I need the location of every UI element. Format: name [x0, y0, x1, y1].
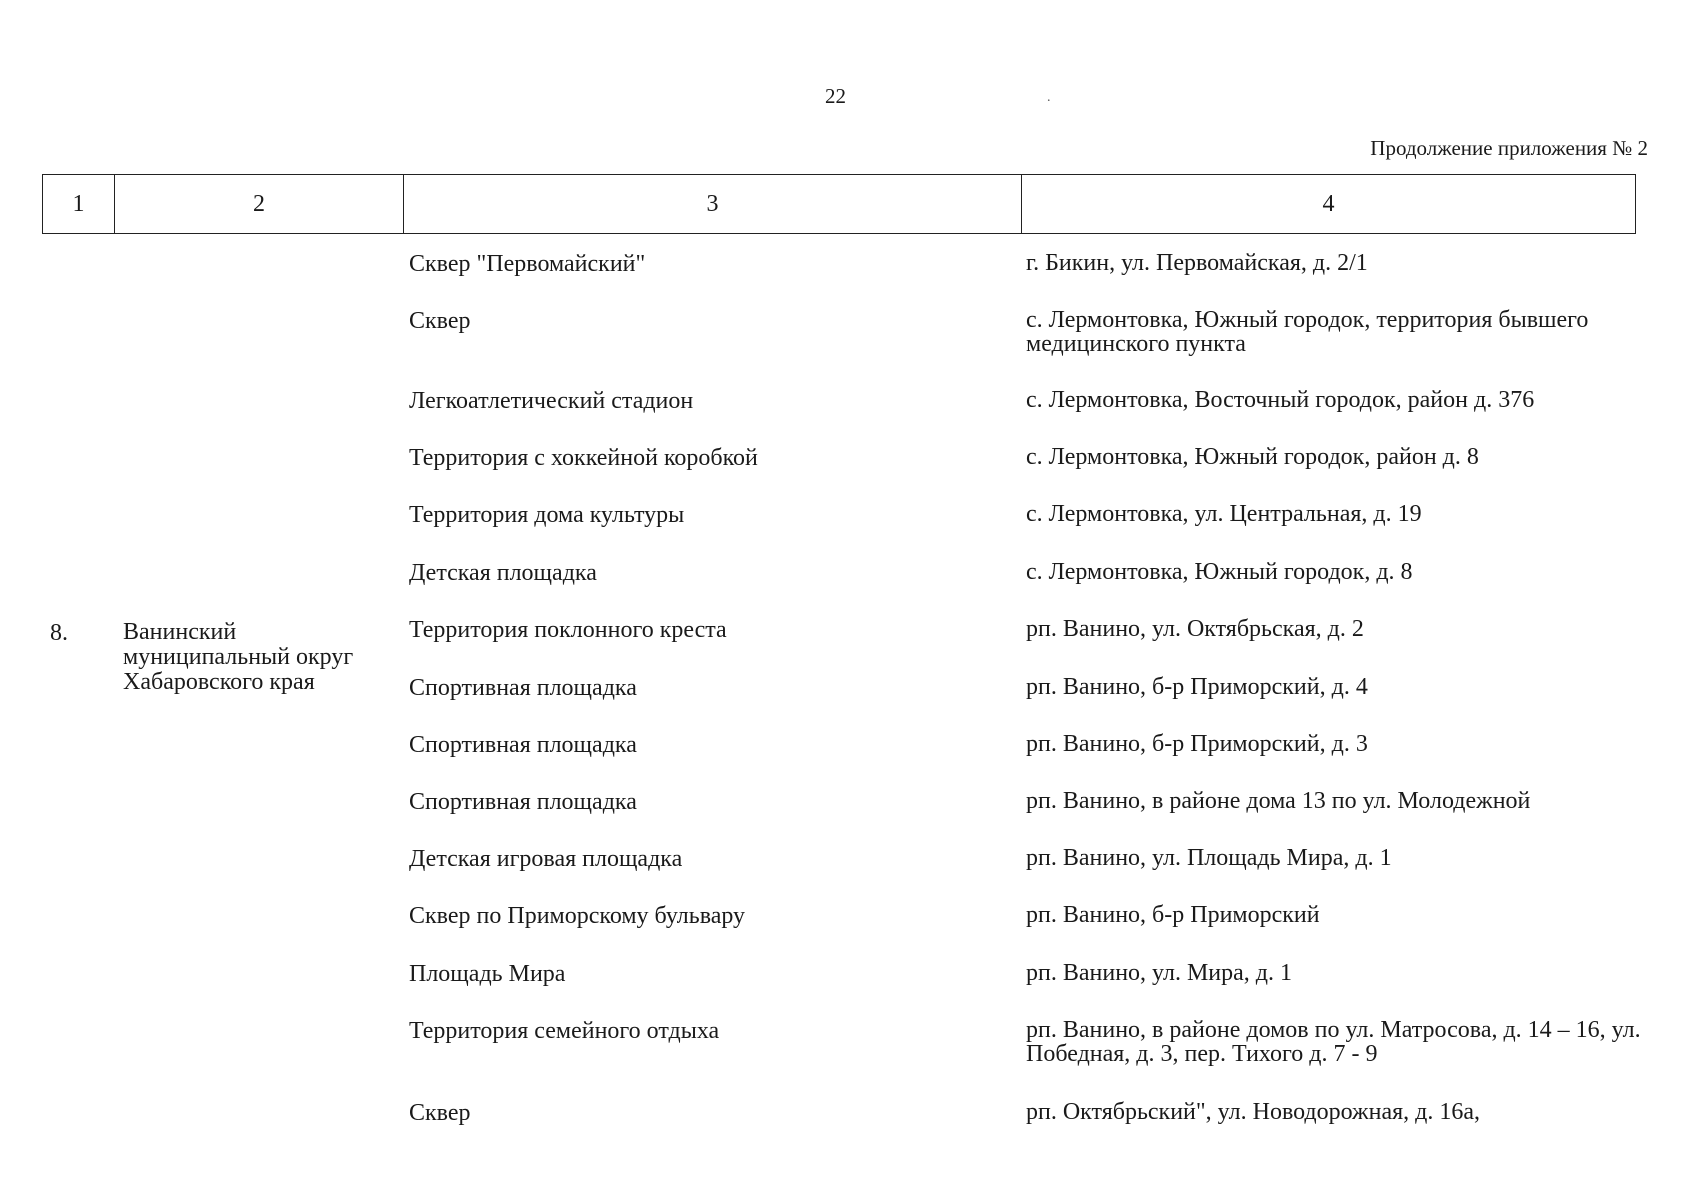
object-address: рп. Ванино, б-р Приморский, д. 3: [1026, 731, 1368, 757]
object-address: рп. Ванино, ул. Октябрьская, д. 2: [1026, 616, 1364, 642]
object-name: Территория дома культуры: [409, 502, 685, 528]
object-address: рп. Ванино, в районе домов по ул. Матросова, д. 14 – 16, ул. Победная, д. 3, пер. Тихого д. 7 - 9: [1026, 1017, 1641, 1067]
object-address: рп. Ванино, б-р Приморский, д. 4: [1026, 674, 1368, 700]
object-name: Территория поклонного креста: [409, 617, 727, 643]
object-address: с. Лермонтовка, Южный городок, д. 8: [1026, 559, 1413, 585]
object-name: Сквер: [409, 1100, 471, 1126]
column-header-table: [42, 174, 1636, 234]
object-name: Детская игровая площадка: [409, 846, 683, 872]
object-address: с. Лермонтовка, Южный городок, территория бывшего медицинского пункта: [1026, 307, 1589, 357]
object-address: рп. Ванино, ул. Мира, д. 1: [1026, 960, 1293, 986]
object-address: с. Лермонтовка, Южный городок, район д. 8: [1026, 444, 1479, 470]
object-address: рп. Ванино, ул. Площадь Мира, д. 1: [1026, 845, 1392, 871]
group-district: Ванинский муниципальный округ Хабаровского края: [123, 619, 354, 695]
column-header-4: 4: [1022, 175, 1636, 234]
object-name: Спортивная площадка: [409, 675, 637, 701]
column-header-1: 1: [43, 175, 115, 234]
object-name: Сквер по Приморскому бульвару: [409, 903, 746, 929]
object-name: Сквер: [409, 308, 471, 334]
appendix-note: Продолжение приложения № 2: [1370, 136, 1648, 160]
object-address: с. Лермонтовка, ул. Центральная, д. 19: [1026, 501, 1422, 527]
object-address: г. Бикин, ул. Первомайская, д. 2/1: [1026, 250, 1368, 276]
column-header-3: 3: [404, 175, 1022, 234]
object-name: Детская площадка: [409, 560, 597, 586]
scan-speck: .: [1047, 90, 1051, 105]
object-address: рп. Ванино, в районе дома 13 по ул. Молодежной: [1026, 788, 1531, 814]
page-number: 22: [825, 84, 846, 108]
column-header-2: 2: [115, 175, 404, 234]
object-name: Легкоатлетический стадион: [409, 388, 694, 414]
object-name: Спортивная площадка: [409, 732, 637, 758]
column-header-row: [43, 175, 1636, 234]
object-name: Территория с хоккейной коробкой: [409, 445, 758, 471]
object-address: рп. Ванино, б-р Приморский: [1026, 902, 1320, 928]
object-name: Площадь Мира: [409, 961, 566, 987]
object-name: Сквер "Первомайский": [409, 251, 646, 277]
group-number: 8.: [50, 620, 68, 646]
object-address: с. Лермонтовка, Восточный городок, район д. 376: [1026, 387, 1535, 413]
object-name: Территория семейного отдыха: [409, 1018, 720, 1044]
object-address: рп. Октябрьский", ул. Новодорожная, д. 16а,: [1026, 1099, 1481, 1125]
object-name: Спортивная площадка: [409, 789, 637, 815]
